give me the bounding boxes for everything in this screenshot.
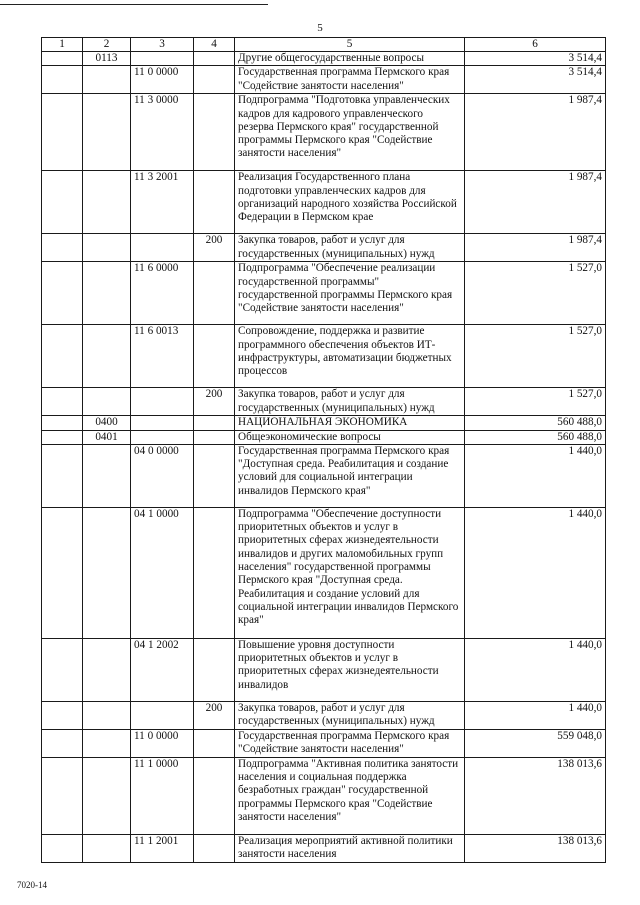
table-row [42,94,606,171]
col-1-cell [42,325,83,388]
expense-type-code [194,430,235,444]
budget-table [41,37,606,863]
item-name: Закупка товаров, работ и услуг для государственных (муниципальных) нужд [235,234,465,262]
target-code: 04 1 0000 [131,507,194,638]
expense-type-code [194,325,235,388]
col-1-cell [42,444,83,507]
col-1-cell [42,638,83,701]
item-name: Государственная программа Пермского края "Содействие занятости населения" [235,729,465,757]
table-row [42,66,606,94]
section-code [83,507,131,638]
amount: 1 440,0 [465,638,606,701]
expense-type-code [194,507,235,638]
target-code: 04 1 2002 [131,638,194,701]
section-code [83,834,131,862]
header-col-3: 3 [131,38,194,52]
item-name: Реализация мероприятий активной политики занятости населения [235,834,465,862]
item-name: Подпрограмма "Обеспечение реализации государственной программы" государственной программы Пермского края "Содействие занятости населения" [235,262,465,325]
item-name: Общеэкономические вопросы [235,430,465,444]
header-col-5: 5 [235,38,465,52]
table-row [42,262,606,325]
expense-type-code [194,757,235,834]
target-code: 11 6 0000 [131,262,194,325]
target-code: 11 0 0000 [131,729,194,757]
target-code [131,52,194,66]
amount: 560 488,0 [465,416,606,430]
expense-type-code [194,638,235,701]
section-code [83,444,131,507]
header-row [42,38,606,52]
expense-type-code [194,66,235,94]
expense-type-code: 200 [194,388,235,416]
header-col-1: 1 [42,38,83,52]
target-code: 11 1 2001 [131,834,194,862]
header-col-4: 4 [194,38,235,52]
table-body [42,52,606,863]
col-1-cell [42,416,83,430]
target-code [131,416,194,430]
table-row [42,171,606,234]
table-row [42,638,606,701]
amount: 1 440,0 [465,444,606,507]
section-code [83,701,131,729]
col-1-cell [42,234,83,262]
amount: 3 514,4 [465,66,606,94]
amount: 1 987,4 [465,234,606,262]
item-name: Другие общегосударственные вопросы [235,52,465,66]
col-1-cell [42,729,83,757]
section-code [83,729,131,757]
col-1-cell [42,66,83,94]
item-name: Повышение уровня доступности приоритетных объектов и услуг в приоритетных сферах жизнедеятельности инвалидов [235,638,465,701]
col-1-cell [42,507,83,638]
header-col-6: 6 [465,38,606,52]
target-code: 11 3 0000 [131,94,194,171]
expense-type-code [194,171,235,234]
table-row [42,834,606,862]
section-code [83,94,131,171]
col-1-cell [42,262,83,325]
table-row [42,416,606,430]
item-name: Закупка товаров, работ и услуг для государственных (муниципальных) нужд [235,388,465,416]
table-row [42,507,606,638]
amount: 1 440,0 [465,701,606,729]
target-code [131,701,194,729]
page-number: 5 [317,22,323,34]
table-row [42,52,606,66]
amount: 3 514,4 [465,52,606,66]
section-code [83,638,131,701]
expense-type-code: 200 [194,234,235,262]
amount: 138 013,6 [465,757,606,834]
target-code: 11 6 0013 [131,325,194,388]
amount: 560 488,0 [465,430,606,444]
item-name: Подпрограмма "Активная политика занятости населения и социальная поддержка безработных граждан" государственной программы Пермского края "Содействие занятости населения" [235,757,465,834]
target-code [131,430,194,444]
section-code [83,757,131,834]
col-1-cell [42,430,83,444]
amount: 1 527,0 [465,325,606,388]
expense-type-code [194,729,235,757]
item-name: Государственная программа Пермского края "Доступная среда. Реабилитация и создание условий для социальной интеграции инвалидов Пермского края" [235,444,465,507]
expense-type-code [194,444,235,507]
target-code: 11 1 0000 [131,757,194,834]
col-1-cell [42,701,83,729]
section-code: 0401 [83,430,131,444]
item-name: Закупка товаров, работ и услуг для государственных (муниципальных) нужд [235,701,465,729]
table-row [42,325,606,388]
col-1-cell [42,171,83,234]
section-code [83,234,131,262]
col-1-cell [42,52,83,66]
expense-type-code [194,94,235,171]
expense-type-code [194,52,235,66]
table-row [42,729,606,757]
col-1-cell [42,757,83,834]
section-code: 0400 [83,416,131,430]
top-rule [0,4,268,5]
item-name: НАЦИОНАЛЬНАЯ ЭКОНОМИКА [235,416,465,430]
expense-type-code [194,834,235,862]
header-col-2: 2 [83,38,131,52]
target-code: 04 0 0000 [131,444,194,507]
section-code [83,262,131,325]
table-row [42,701,606,729]
amount: 138 013,6 [465,834,606,862]
col-1-cell [42,94,83,171]
col-1-cell [42,388,83,416]
target-code [131,388,194,416]
table-row [42,757,606,834]
target-code: 11 3 2001 [131,171,194,234]
section-code [83,66,131,94]
amount: 559 048,0 [465,729,606,757]
item-name: Реализация Государственного плана подготовки управленческих кадров для организаций народного хозяйства Российской Федерации в Пермском крае [235,171,465,234]
table-row [42,444,606,507]
target-code: 11 0 0000 [131,66,194,94]
section-code [83,325,131,388]
item-name: Подпрограмма "Подготовка управленческих кадров для кадрового управленческого резерва Пермского края" государственной программы Пермского края "Содействие занятости населения" [235,94,465,171]
item-name: Государственная программа Пермского края "Содействие занятости населения" [235,66,465,94]
expense-type-code [194,262,235,325]
item-name: Сопровождение, поддержка и развитие программного обеспечения объектов ИТ-инфраструктуры, автоматизации бюджетных процессов [235,325,465,388]
table-row [42,234,606,262]
footer-code: 7020-14 [17,880,47,890]
amount: 1 440,0 [465,507,606,638]
section-code [83,171,131,234]
section-code [83,388,131,416]
expense-type-code [194,416,235,430]
col-1-cell [42,834,83,862]
section-code: 0113 [83,52,131,66]
amount: 1 527,0 [465,262,606,325]
amount: 1 987,4 [465,94,606,171]
table-row [42,430,606,444]
amount: 1 527,0 [465,388,606,416]
item-name: Подпрограмма "Обеспечение доступности приоритетных объектов и услуг в приоритетных сферах жизнедеятельности инвалидов и других маломобильных групп населения" государственной программы Пермского края "Доступная среда. Реабилитация и создание условий для социальной интеграции инвалидов Пермского края" [235,507,465,638]
expense-type-code: 200 [194,701,235,729]
table-row [42,388,606,416]
amount: 1 987,4 [465,171,606,234]
target-code [131,234,194,262]
